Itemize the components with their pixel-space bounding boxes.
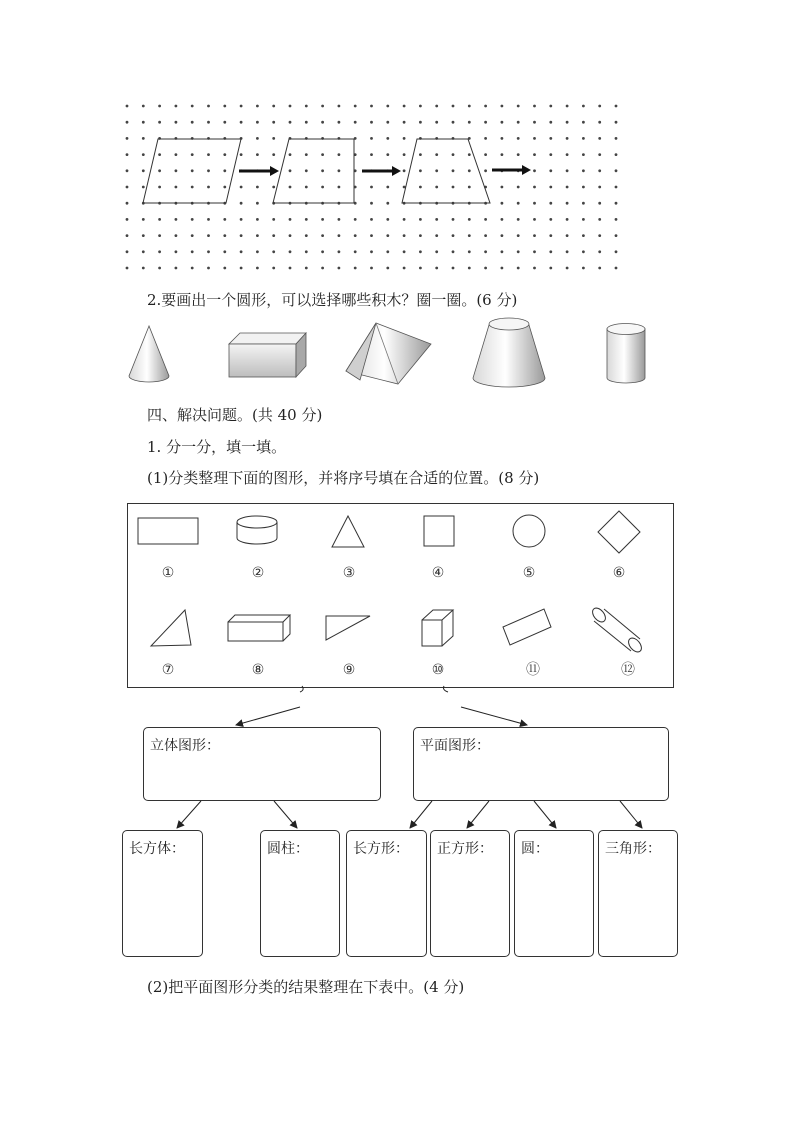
arrow-icon [177,801,201,828]
shape-label: ⑪ [526,662,540,678]
shape-label: ⑦ [161,662,175,678]
question-4-1-part1: (1)分类整理下面的图形，并将序号填在合适的位置。(8 分) [147,469,540,487]
section-4-title: 四、解决问题。(共 40 分) [147,406,323,424]
arrow-icon [467,801,489,828]
arrow-icon [410,801,432,828]
shape-label: ② [251,565,265,581]
question-4-1-part2: (2)把平面图形分类的结果整理在下表中。(4 分) [147,978,465,996]
arrow-icon [534,801,556,828]
rectangle-label: 长方形： [353,841,409,857]
plane-figures-label: 平面图形： [420,738,490,754]
solid-figures-label: 立体图形： [150,738,220,754]
shape-label: ⑫ [621,662,635,678]
cuboid-label: 长方体： [129,841,185,857]
arrow-icon [620,801,642,828]
shape-label: ③ [342,565,356,581]
shape-label: ⑥ [612,565,626,581]
shape-label: ⑨ [342,662,356,678]
shape-label: ⑤ [522,565,536,581]
arrow-icon [236,707,300,725]
question-2-text: 2.要画出一个圆形，可以选择哪些积木？圈一圈。(6 分) [147,291,518,309]
circle-label: 圆： [521,841,549,857]
shape-label: ④ [431,565,445,581]
cylinder-label: 圆柱： [267,841,309,857]
triangle-label: 三角形： [605,841,661,857]
question-4-1-title: 1. 分一分，填一填。 [147,438,287,456]
arrow-icon [274,801,297,828]
shape-label: ⑩ [431,662,445,678]
square-label: 正方形： [437,841,493,857]
shape-label: ① [161,565,175,581]
shape-label: ⑧ [251,662,265,678]
arrow-icon [461,707,527,725]
